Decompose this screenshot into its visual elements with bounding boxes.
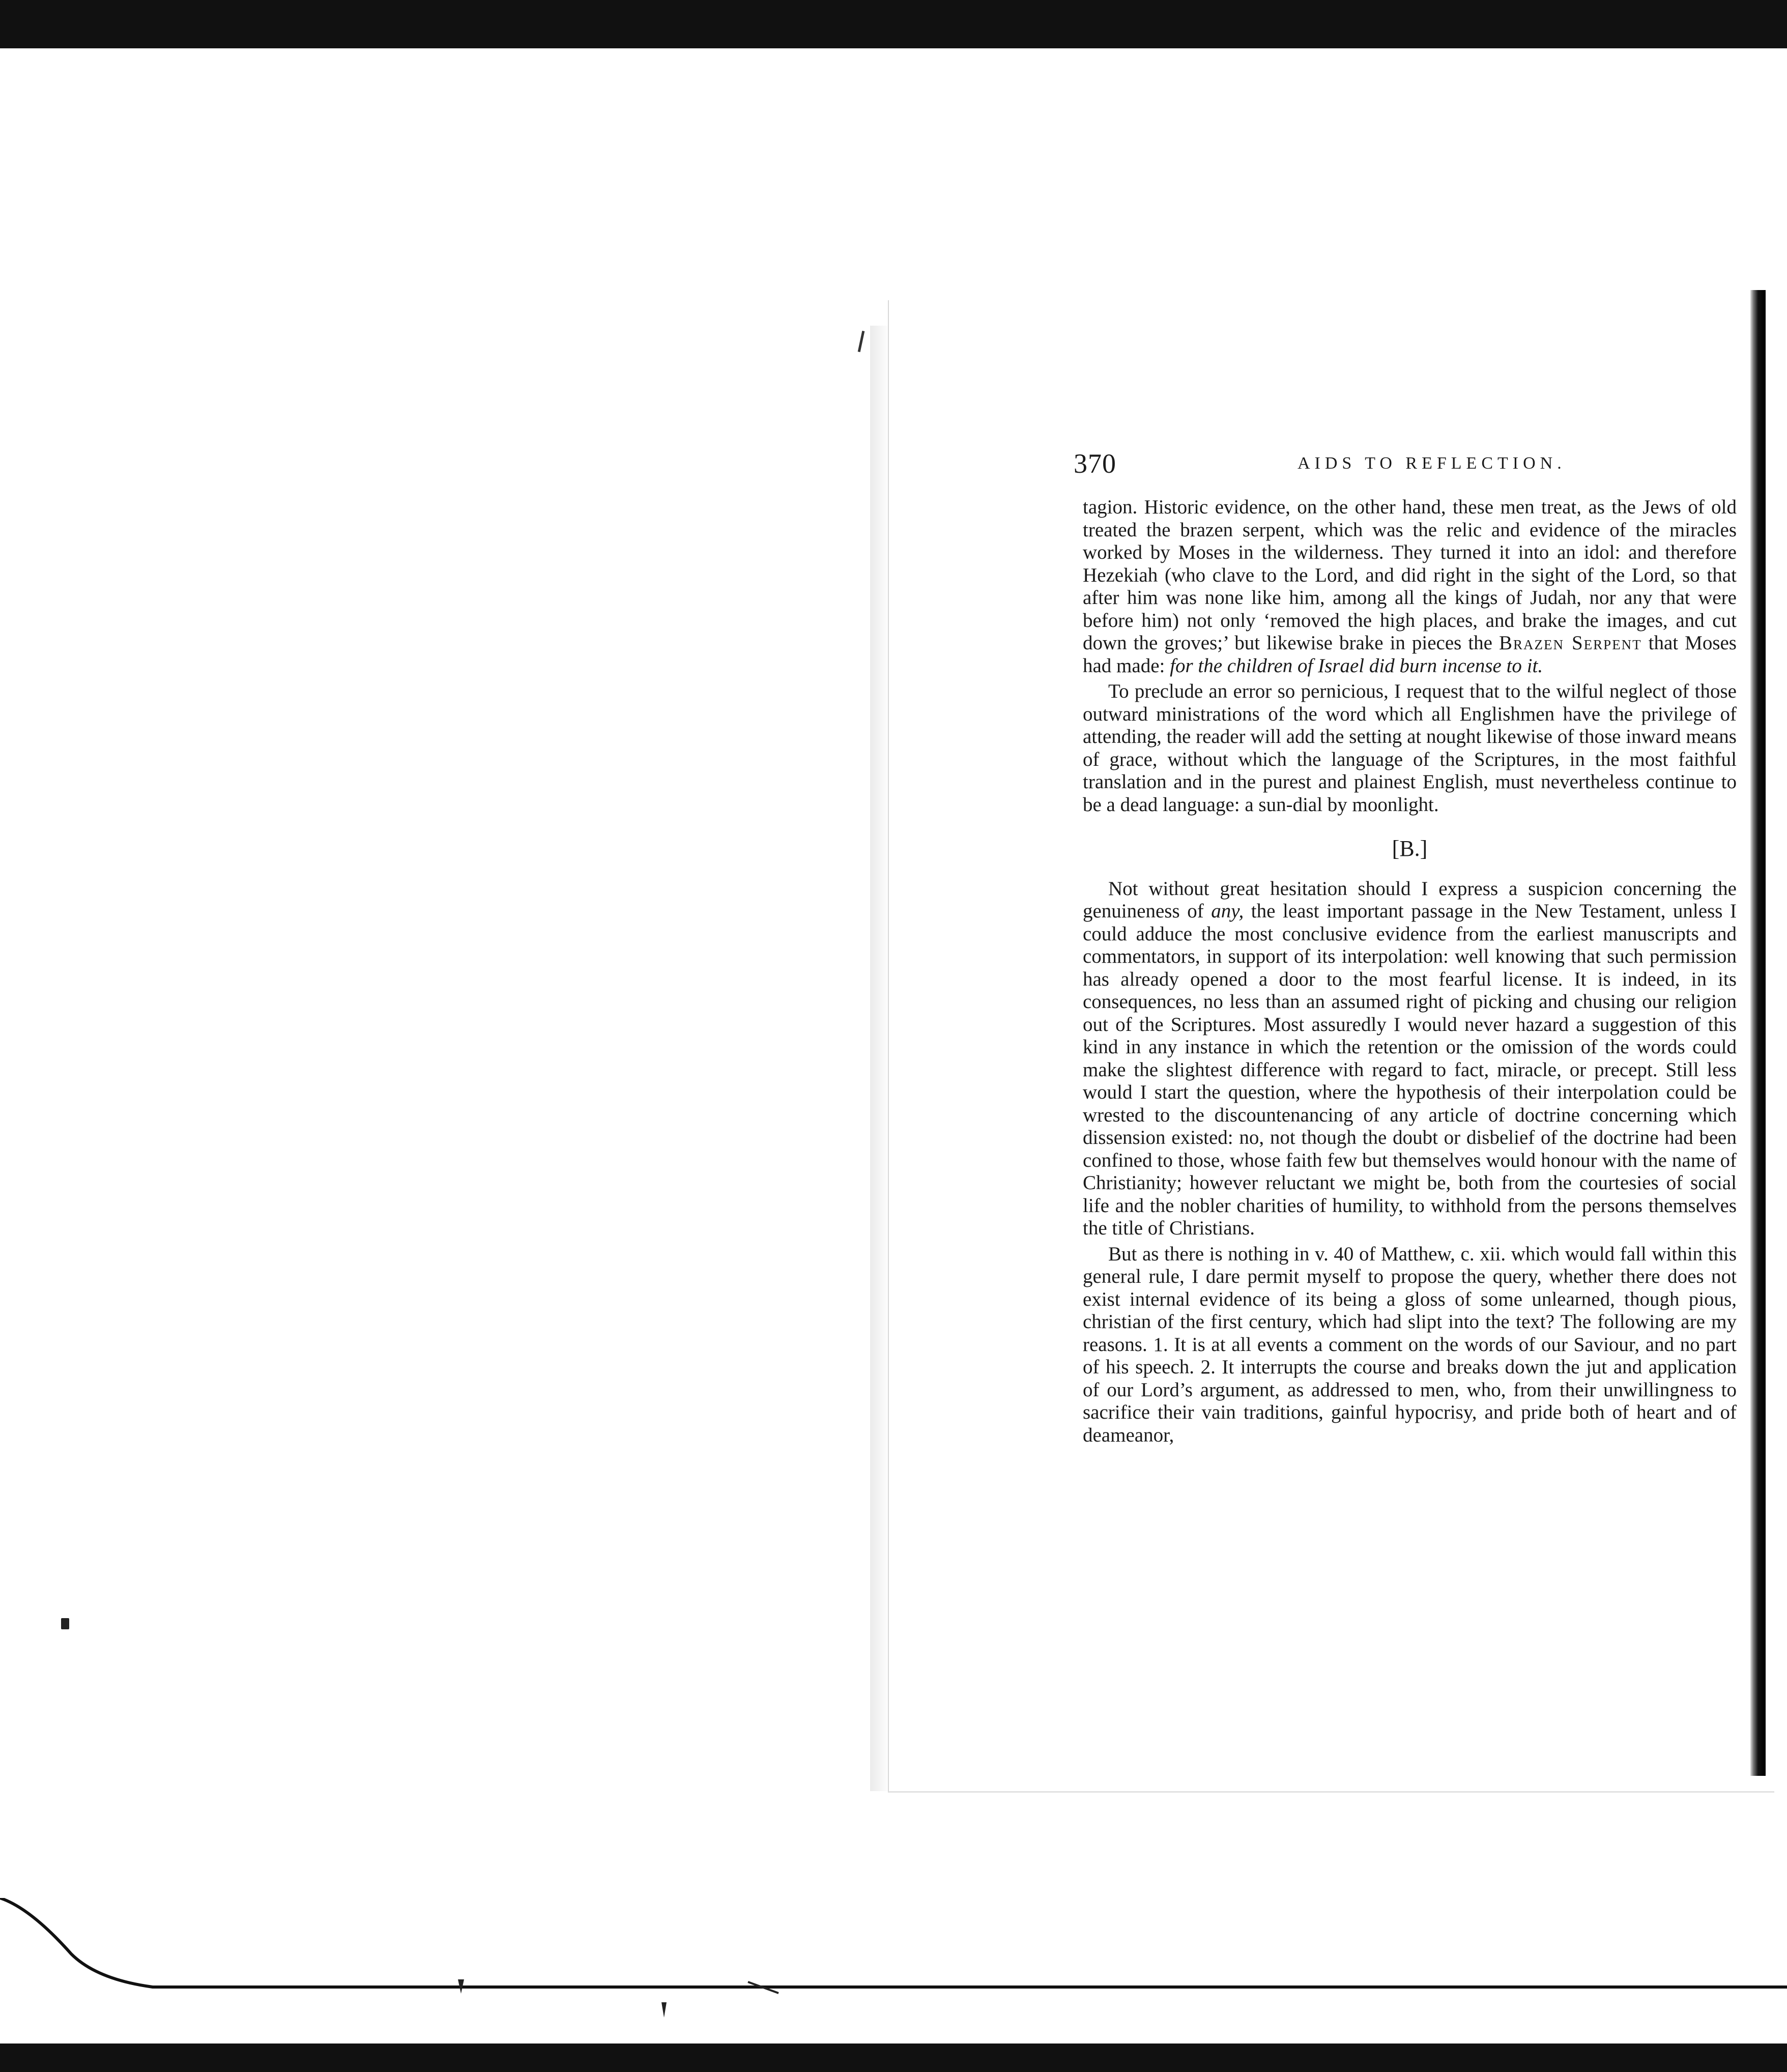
margin-mark bbox=[858, 331, 865, 352]
scanner-border-top bbox=[0, 0, 1787, 48]
paragraph: But as there is nothing in v. 40 of Matthew, c. xii. which would fall within this general rule, I dare permit myself to propose the query, whether there does not exist internal evidence of its being a gloss of some unlearned, though pious, christian of the first century, which had slipt into the text? The following are my reasons. 1. It is at all events a comment on the words of our Saviour, and no part of his speech. 2. It interrupts the course and breaks down the jut and application of our Lord’s argument, as addressed to men, who, from their unwillingness to sacrifice their vain traditions, gainful hypocrisy, and pride both of heart and of deameanor, bbox=[1083, 1243, 1737, 1446]
scanner-margin-mark bbox=[61, 1618, 69, 1629]
small-caps-term: Brazen Serpent bbox=[1498, 632, 1642, 654]
text-run: Not without great hesitation should I express a suspicion concerning the genuineness of bbox=[1083, 877, 1737, 922]
body-text bbox=[1083, 496, 1737, 1447]
running-head bbox=[1074, 448, 1740, 478]
text-run: the least important passage in the New Testament, unless I could adduce the most conclusive evidence from the earliest manuscripts and commentators, in support of its interpolation: well knowing that such permission has already opened a door to the most fearful license. It is indeed, in its consequences, no less than an assumed right of picking and chusing our religion out of the Scriptures. Most assuredly I would never hazard a suggestion of this kind in any instance in which the retention or the omission of the words could make the slightest difference with regard to fact, miracle, or precept. Still less would I start the question, where the hypothesis of their interpolation could be wrested to the discountenancing of any article of doctrine concerning which dissension existed: no, not though the doubt or disbelief of the doctrine had been confined to those, whose faith few but themselves would honour with the name of Christianity; however reluctant we might be, both from the courtesies of social life and the nobler charities of humility, to withhold from the persons themselves the title of Christians. bbox=[1083, 900, 1737, 1239]
page-shadow bbox=[870, 326, 890, 1791]
page-number: 370 bbox=[1074, 448, 1116, 479]
text-run: tagion. Historic evidence, on the other hand, these men treat, as the Jews of old treated the brazen serpent, which was the relic and evidence of the miracles worked by Moses in the wilderness. They turned it into an idol: and therefore Hezekiah (who clave to the Lord, and did right in the sight of the Lord, so that after him was none like him, among all the kings of Judah, nor any that were before him) not only ‘removed the high places, and brake the images, and cut down the groves;’ but likewise brake in pieces the bbox=[1083, 496, 1737, 654]
italic-quotation: for the children of Israel did burn incense to it. bbox=[1170, 654, 1543, 677]
text-run: that Moses had made: bbox=[1083, 632, 1737, 677]
italic-word: any, bbox=[1211, 900, 1244, 922]
running-title: AIDS TO REFLECTION. bbox=[1298, 454, 1566, 473]
paragraph bbox=[1083, 878, 1737, 1240]
paragraph bbox=[1083, 496, 1737, 677]
paragraph: To preclude an error so pernicious, I request that to the wilful neglect of those outward ministrations of the word which all Englishmen have the privilege of attending, the reader will add the setting at nought likewise of those inward means of grace, without which the language of the Scriptures, in the most faithful translation and in the purest and plainest English, must nevertheless continue to be a dead language: a sun-dial by moonlight. bbox=[1083, 680, 1737, 816]
scanner-border-bottom bbox=[0, 2044, 1787, 2072]
section-heading: [B.] bbox=[1392, 836, 1428, 861]
page-gutter-edge bbox=[1750, 290, 1766, 1776]
